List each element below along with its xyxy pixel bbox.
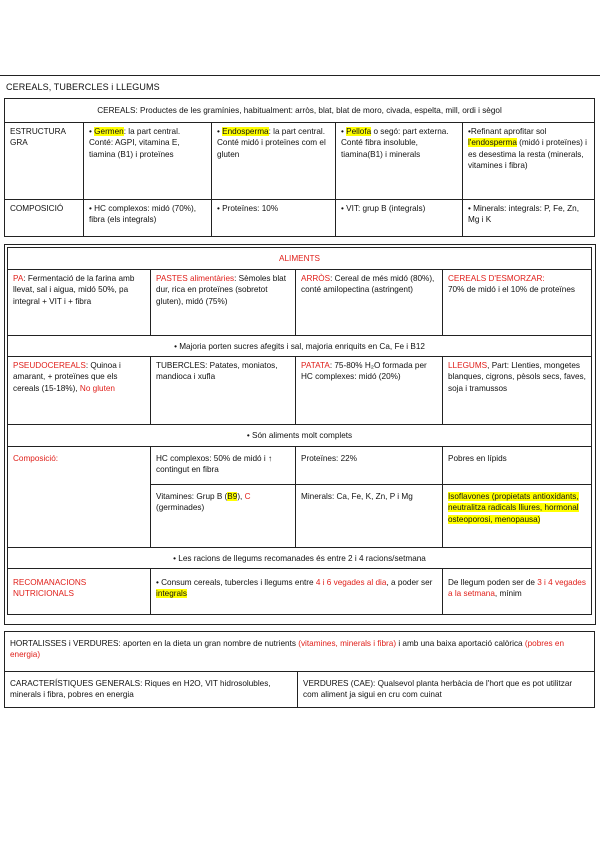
note-racions: • Les racions de llegums recomanades és entre 2 i 4 racions/setmana	[8, 548, 592, 569]
top-separator	[0, 75, 600, 76]
endosperma-cell: • Endosperma: la part central. Conté midó i proteïnes com el gluten	[212, 123, 336, 200]
verdures-cell: VERDURES (CAE): Qualsevol planta herbàcia de l'hort que es pot utilitzar com aliment ja sigui en cru com cuinat	[298, 672, 595, 708]
recomanacions-label: RECOMANACIONS NUTRICIONALS	[8, 569, 151, 615]
composicio-vit-cell: • VIT: grup B (integrals)	[336, 200, 463, 237]
hortalisses-header: HORTALISSES i VERDURES: aporten en la dieta un gran nombre de nutrients (vitamines, minerals i fibra) i amb una baixa aportació calòrica (pobres en energia)	[5, 632, 595, 672]
recomanacions-cereals-cell: • Consum cereals, tubercles i llegums entre 4 i 6 vegades al dia, a poder ser integrals	[151, 569, 443, 615]
pellofa-cell: • Pellofa o segó: part externa. Conté fibra insoluble, tiamina(B1) i minerals	[336, 123, 463, 200]
composicio-llegums-label: Composició:	[8, 447, 151, 548]
germen-cell: • Germen: la part central. Conté: AGPI, vitamina E, tiamina (B1) i proteïnes	[84, 123, 212, 200]
cereals-header: CEREALS: Productes de les gramínies, habitualment: arròs, blat, blat de moro, civada, espelta, mill, ordi i sègol	[5, 99, 595, 123]
hortalisses-table	[4, 631, 595, 708]
refinant-cell: •Refinant aprofitar sol l'endosperma (midó i proteïnes) i es desestima la resta (minerals, vitamines i fibra)	[463, 123, 595, 200]
llegums-proteines-cell: Proteïnes: 22%	[296, 447, 443, 485]
llegums-cell: LLEGUMS, Part: Llenties, mongetes blanques, cigrons, pèsols secs, faves, soja i tramussos	[443, 357, 592, 425]
endosperma-refined-highlight: l'endosperma	[468, 138, 517, 148]
note-sucres: • Majoria porten sucres afegits i sal, majoria enriquits en Ca, Fe i B12	[8, 336, 592, 357]
patata-cell: PATATA: 75-80% H₂O formada per HC complexes: midó (20%)	[296, 357, 443, 425]
b9-highlight: B9	[227, 492, 238, 501]
cereals-esmorzar-cell: CEREALS D'ESMORZAR: 70% de midó i el 10% de proteïnes	[443, 270, 592, 336]
llegums-lipids-cell: Pobres en lípids	[443, 447, 592, 485]
pa-cell: PA: Fermentació de la farina amb llevat, sal i aigua, midó 50%, pa integral + VIT i + fibra	[8, 270, 151, 336]
pastes-cell: PASTES alimentàries: Sèmoles blat dur, rica en proteïnes (sobretot gluten), midó (75%)	[151, 270, 296, 336]
pseudocereals-cell: PSEUDOCEREALS: Quinoa i amarant, + proteïnes que els cereals (15-18%), No gluten	[8, 357, 151, 425]
llegums-hc-cell: HC complexos: 50% de midó i ↑ contingut en fibra	[151, 447, 296, 485]
caracteristiques-cell: CARACTERÍSTIQUES GENERALS: Riques en H2O, VIT hidrosolubles, minerals i fibra, pobres en energia	[5, 672, 298, 708]
page-title: CEREALS, TUBERCLES i LLEGUMS	[6, 82, 160, 92]
composicio-minerals-cell: • Minerals: integrals: P, Fe, Zn, Mg i K	[463, 200, 595, 237]
tubercles-cell: TUBERCLES: Patates, moniatos, mandioca i xufla	[151, 357, 296, 425]
cereals-table	[4, 98, 595, 237]
note-complets: • Són aliments molt complets	[8, 425, 592, 447]
llegums-minerals-cell: Minerals: Ca, Fe, K, Zn, P i Mg	[296, 485, 443, 548]
aliments-table	[7, 247, 592, 615]
arros-cell: ARRÒS: Cereal de més midó (80%), conté amilopectina (astringent)	[296, 270, 443, 336]
endosperma-highlight: Endosperma	[222, 127, 269, 136]
estructura-label: ESTRUCTURA GRA	[5, 123, 84, 200]
integrals-highlight: integrals	[156, 589, 187, 599]
isoflavones-cell	[443, 485, 592, 548]
germen-highlight: Germen	[94, 127, 124, 136]
composicio-label: COMPOSICIÓ	[5, 200, 84, 237]
aliments-header: ALIMENTS	[8, 248, 592, 270]
recomanacions-llegums-cell: De llegum poden ser de 3 i 4 vegades a la setmana, mínim	[443, 569, 592, 615]
isoflavones-highlight: Isoflavones (propietats antioxidants, neutralitza radicals lliures, hormonal osteoporosi, menopausa)	[448, 492, 579, 524]
composicio-proteines-cell: • Proteïnes: 10%	[212, 200, 336, 237]
composicio-hc-cell: • HC complexos: midó (70%), fibra (els integrals)	[84, 200, 212, 237]
llegums-vitamines-cell: Vitamines: Grup B (B9), C (germinades)	[151, 485, 296, 548]
pellofa-highlight: Pellofa	[346, 127, 372, 136]
